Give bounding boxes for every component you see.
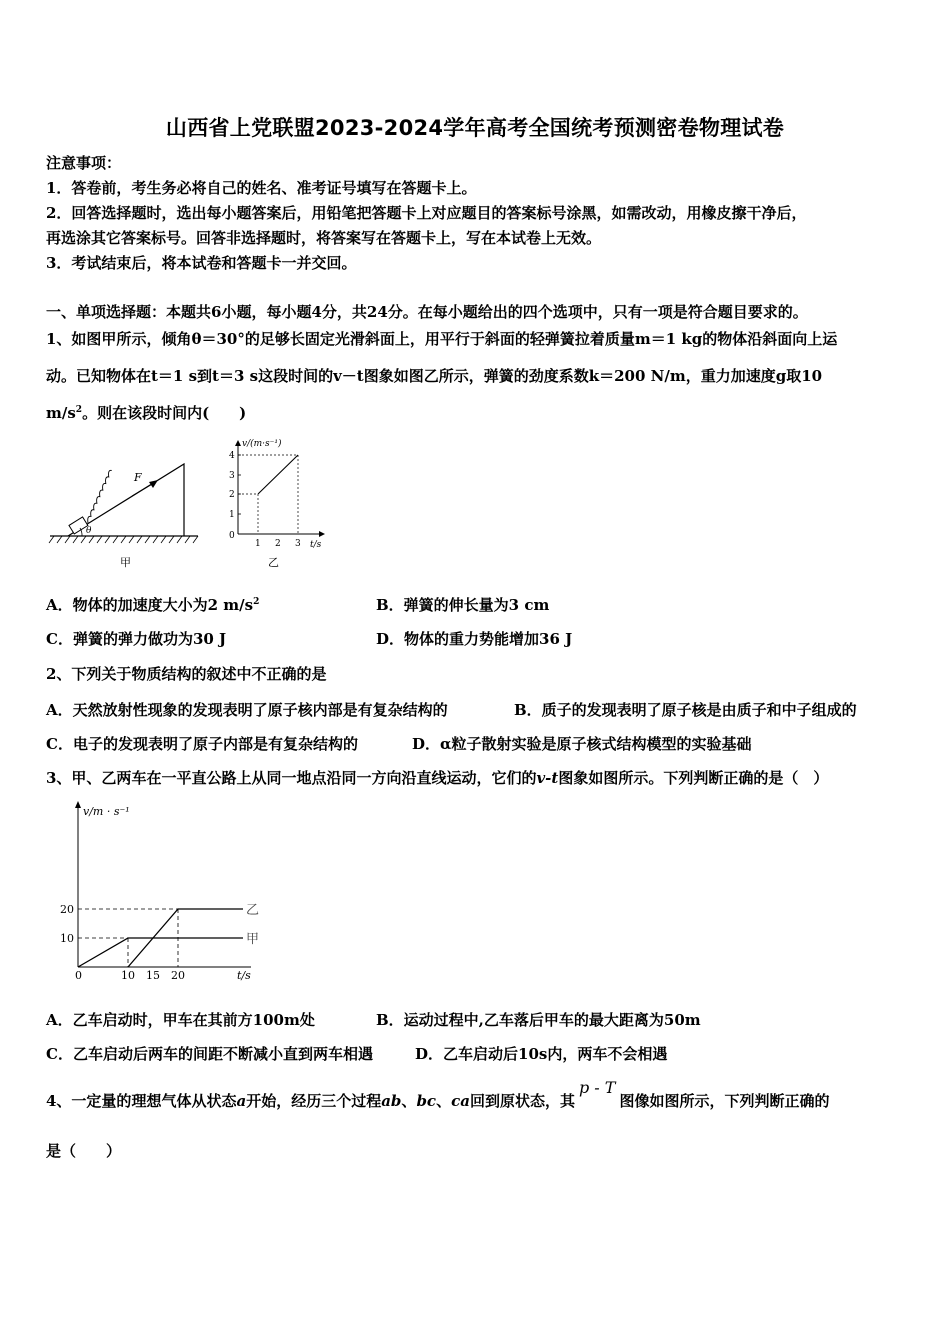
y-tick-label: 3	[229, 471, 235, 481]
x-tick-label: 2	[275, 539, 281, 549]
q3-option-d[interactable]: D．乙车启动后10s内，两车不会相遇	[415, 1045, 668, 1063]
y-tick-label: 10	[60, 932, 74, 945]
legend-label: 乙	[246, 903, 260, 918]
force-label: F	[134, 471, 142, 484]
q3-stem: 3、甲、乙两车在一平直公路上从同一地点沿同一方向沿直线运动，它们的v-t图象如图所示。下列判断正确的是（ ）	[46, 769, 829, 787]
y-axis-label: v/(m·s⁻¹)	[242, 439, 282, 449]
q3-option-c[interactable]: C．乙车启动后两车的间距不断减小直到两车相遇	[46, 1045, 373, 1063]
q1-stem-line2: 动。已知物体在t＝1 s到t＝3 s这段时间的v－t图象如图乙所示，弹簧的劲度系数k＝200 N/m，重力加速度g取10	[46, 367, 823, 385]
notice-item-3: 3．考试结束后，将本试卷和答题卡一并交回。	[46, 254, 357, 272]
q4-stem-line1: 4、一定量的理想气体从状态a开始，经历三个过程ab、bc、ca回到原状态，其p - T图像如图所示，下列判断正确的	[46, 1078, 830, 1110]
notice-item-2-line1: 2．回答选择题时，选出每小题答案后，用铅笔把答题卡上对应题目的答案标号涂黑，如需改动，用橡皮擦干净后，	[46, 204, 807, 222]
q1-option-c[interactable]: C．弹簧的弹力做功为30 J	[46, 630, 227, 648]
q3-option-a[interactable]: A．乙车启动时，甲车在其前方100m处	[46, 1011, 315, 1029]
q3-option-b[interactable]: B．运动过程中,乙车落后甲车的最大距离为50m	[376, 1011, 701, 1029]
section-heading: 一、单项选择题：本题共6小题，每小题4分，共24分。在每小题给出的四个选项中，只有一项是符合题目要求的。	[46, 303, 808, 321]
q1-option-a[interactable]: A．物体的加速度大小为2 $m/s^2$	[46, 596, 260, 614]
page-title: 山西省上党联盟2023-2024学年高考全国统考预测密卷物理试卷	[165, 116, 785, 140]
notice-item-2-line2: 再选涂其它答案标号。回答非选择题时，将答案写在答题卡上，写在本试卷上无效。	[46, 229, 602, 247]
x-tick-label: 10	[121, 969, 135, 982]
legend-label: 甲	[246, 932, 260, 947]
y-tick-label: 0	[229, 531, 235, 541]
ground-hatching	[49, 536, 198, 543]
q1-figure-incline	[48, 450, 208, 575]
vt-line	[258, 455, 298, 494]
notice-item-1: 1．答卷前，考生务必将自己的姓名、准考证号填写在答题卡上。	[46, 179, 477, 197]
q2-option-b[interactable]: B．质子的发现表明了原子核是由质子和中子组成的	[514, 701, 857, 719]
q1-stem-line3: $m/s^2$。则在该段时间内( )	[46, 404, 247, 422]
x-tick-label: 3	[295, 539, 301, 549]
angle-label: θ	[86, 526, 92, 536]
notice-heading: 注意事项：	[46, 154, 122, 172]
q3-vt-chart	[46, 795, 276, 985]
x-tick-label: 20	[171, 969, 185, 982]
y-tick-label: 20	[60, 903, 74, 916]
q2-option-d[interactable]: D．α粒子散射实验是原子核式结构模型的实验基础	[412, 735, 752, 753]
series-line	[78, 938, 243, 967]
q2-option-a[interactable]: A．天然放射性现象的发现表明了原子核内部是有复杂结构的	[46, 701, 448, 719]
figure-right-caption: 乙	[268, 556, 279, 569]
q1-figure-vt-graph	[222, 434, 332, 576]
x-tick-label: 0	[75, 969, 82, 982]
spring-coil	[71, 470, 129, 523]
x-axis-arrow	[319, 531, 325, 537]
y-tick-label: 4	[229, 451, 235, 461]
pt-symbol: p - T	[578, 1078, 616, 1097]
force-arrow-line	[132, 483, 154, 496]
q4-stem-line2: 是（ ）	[46, 1142, 122, 1160]
q1-stem-line1: 1、如图甲所示，倾角θ＝30°的足够长固定光滑斜面上，用平行于斜面的轻弹簧拉着质量m＝1 kg的物体沿斜面向上运	[46, 330, 838, 348]
x-axis-label: t/s	[310, 540, 322, 550]
q2-option-c[interactable]: C．电子的发现表明了原子内部是有复杂结构的	[46, 735, 358, 753]
force-arrow-head	[149, 480, 158, 488]
guide-lines	[238, 455, 298, 534]
y-tick-label: 1	[229, 510, 235, 520]
q2-stem: 2、下列关于物质结构的叙述中不正确的是	[46, 665, 327, 683]
x-axis-label: t/s	[237, 969, 251, 982]
x-tick-label: 1	[255, 539, 261, 549]
q1-option-b[interactable]: B．弹簧的伸长量为3 cm	[376, 596, 550, 614]
y-axis-arrow	[75, 801, 81, 808]
y-axis-arrow	[235, 440, 241, 446]
y-axis-label: v/m · s⁻¹	[83, 805, 130, 818]
figure-left-caption: 甲	[120, 556, 131, 569]
x-tick-label: 15	[146, 969, 160, 982]
y-tick-label: 2	[229, 490, 235, 500]
q1-option-d[interactable]: D．物体的重力势能增加36 J	[376, 630, 573, 648]
